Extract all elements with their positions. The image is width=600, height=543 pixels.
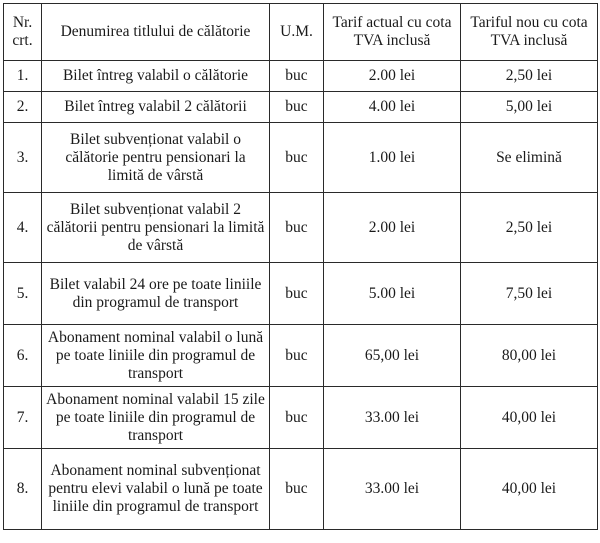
cell-nr: 2. <box>4 92 42 123</box>
cell-um: buc <box>270 193 324 263</box>
cell-name: Abonament nominal valabil o lună pe toate liniile din programul de transport <box>42 325 270 387</box>
header-um: U.M. <box>270 4 324 61</box>
cell-current-tariff: 2.00 lei <box>324 193 461 263</box>
cell-new-tariff: 2,50 lei <box>461 61 598 92</box>
cell-um: buc <box>270 123 324 193</box>
cell-new-tariff: 80,00 lei <box>461 325 598 387</box>
cell-um: buc <box>270 263 324 325</box>
table-row <box>4 61 598 92</box>
cell-current-tariff: 33.00 lei <box>324 449 461 530</box>
cell-nr: 7. <box>4 387 42 449</box>
header-current-tariff: Tarif actual cu cota TVA inclusă <box>324 4 461 61</box>
cell-current-tariff: 2.00 lei <box>324 61 461 92</box>
cell-nr: 1. <box>4 61 42 92</box>
cell-name: Bilet întreg valabil 2 călătorii <box>42 92 270 123</box>
table-row <box>4 325 598 387</box>
cell-current-tariff: 65,00 lei <box>324 325 461 387</box>
cell-nr: 6. <box>4 325 42 387</box>
header-name: Denumirea titlului de călătorie <box>42 4 270 61</box>
cell-um: buc <box>270 449 324 530</box>
cell-name: Abonament nominal subvenționat pentru elevi valabil o lună pe toate liniile din programul de transport <box>42 449 270 530</box>
table-row <box>4 193 598 263</box>
table-row <box>4 263 598 325</box>
cell-new-tariff: 40,00 lei <box>461 387 598 449</box>
cell-name: Abonament nominal valabil 15 zile pe toate liniile din programul de transport <box>42 387 270 449</box>
cell-current-tariff: 33.00 lei <box>324 387 461 449</box>
cell-name: Bilet subvenționat valabil 2 călătorii pentru pensionari la limită de vârstă <box>42 193 270 263</box>
cell-um: buc <box>270 325 324 387</box>
cell-new-tariff: 5,00 lei <box>461 92 598 123</box>
cell-um: buc <box>270 92 324 123</box>
cell-current-tariff: 1.00 lei <box>324 123 461 193</box>
cell-new-tariff: 7,50 lei <box>461 263 598 325</box>
table-header-row <box>4 4 598 61</box>
table-row <box>4 123 598 193</box>
cell-nr: 8. <box>4 449 42 530</box>
cell-um: buc <box>270 387 324 449</box>
cell-current-tariff: 5.00 lei <box>324 263 461 325</box>
cell-nr: 5. <box>4 263 42 325</box>
table-row <box>4 449 598 530</box>
cell-current-tariff: 4.00 lei <box>324 92 461 123</box>
table-row <box>4 387 598 449</box>
cell-new-tariff: Se elimină <box>461 123 598 193</box>
cell-name: Bilet subvenționat valabil o călătorie pentru pensionari la limită de vârstă <box>42 123 270 193</box>
header-nr: Nr. crt. <box>4 4 42 61</box>
tariff-table <box>3 3 598 530</box>
cell-name: Bilet întreg valabil o călătorie <box>42 61 270 92</box>
table-row <box>4 92 598 123</box>
cell-name: Bilet valabil 24 ore pe toate liniile din programul de transport <box>42 263 270 325</box>
cell-um: buc <box>270 61 324 92</box>
cell-nr: 4. <box>4 193 42 263</box>
cell-new-tariff: 40,00 lei <box>461 449 598 530</box>
cell-new-tariff: 2,50 lei <box>461 193 598 263</box>
header-new-tariff: Tariful nou cu cota TVA inclusă <box>461 4 598 61</box>
cell-nr: 3. <box>4 123 42 193</box>
